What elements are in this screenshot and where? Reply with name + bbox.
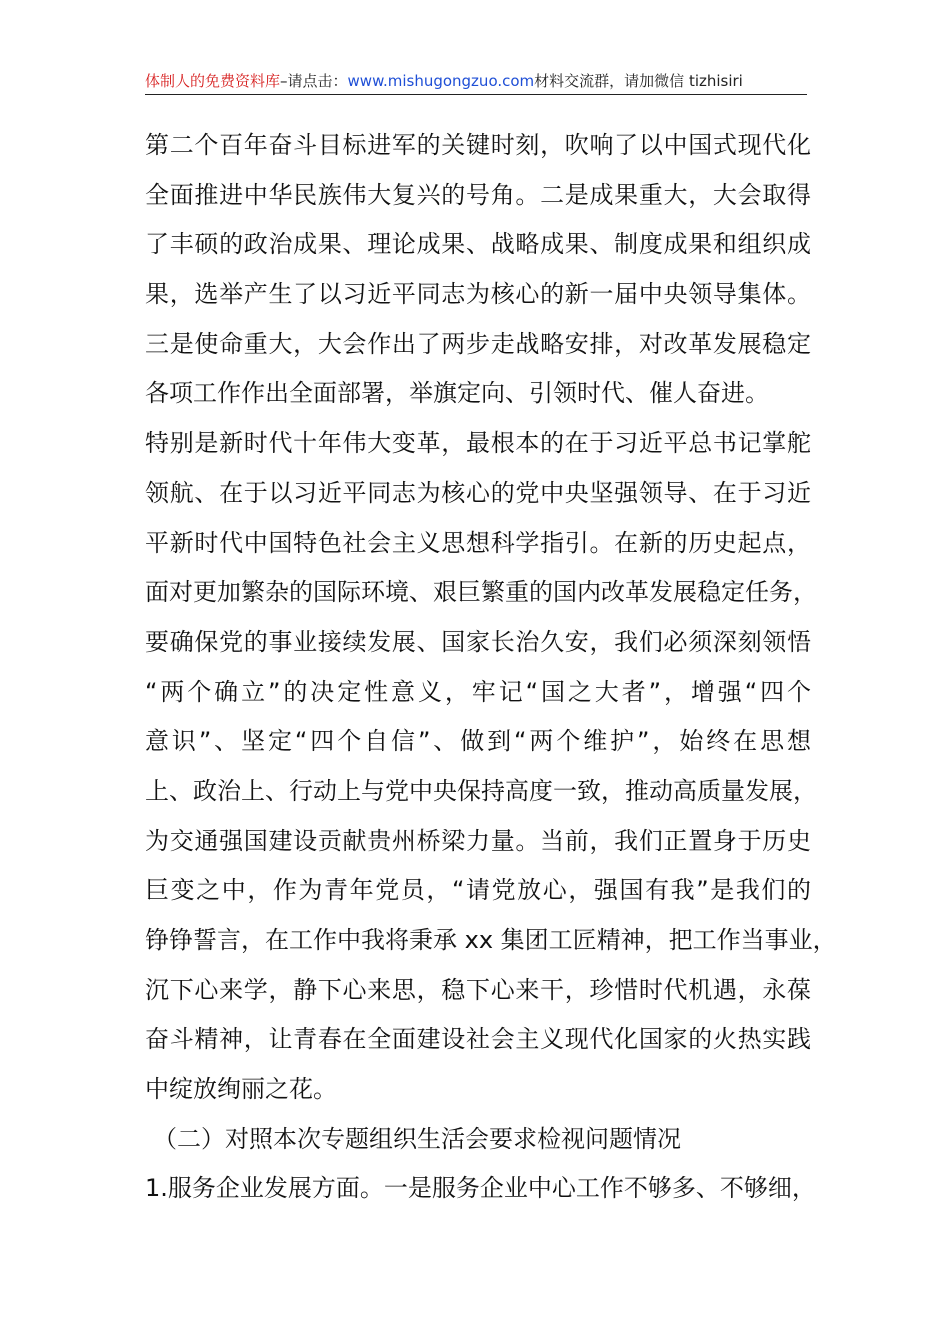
header-url-link[interactable]: www.mishugongzuo.com xyxy=(347,72,535,90)
header-site-name: 体制人的免费资料库 xyxy=(145,72,281,90)
body-line: 领航、在于以习近平同志为核心的党中央坚强领导、在于习近 xyxy=(145,478,811,507)
body-line: 了丰硕的政治成果、理论成果、战略成果、制度成果和组织成 xyxy=(145,230,811,259)
header-prompt: –请点击： xyxy=(280,72,348,90)
section-heading: （二）对照本次专题组织生活会要求检视问题情况 xyxy=(153,1124,681,1153)
body-line: 果，选举产生了以习近平同志为核心的新一届中央领导集体。 xyxy=(145,280,811,309)
body-line: 第二个百年奋斗目标进军的关键时刻，吹响了以中国式现代化 xyxy=(145,131,811,159)
page-header xyxy=(145,68,807,94)
body-line: 铮铮誓言，在工作中我将秉承 xx 集团工匠精神，把工作当事业， xyxy=(145,926,837,954)
body-line: 上、政治上、行动上与党中央保持高度一致，推动高质量发展， xyxy=(145,776,817,805)
body-line: “两个确立”的决定性意义，牢记“国之大者”，增强“四个 xyxy=(145,677,811,706)
body-line: 巨变之中，作为青年党员，“请党放心，强国有我”是我们的 xyxy=(145,876,811,905)
header-contact: 材料交流群，请加微信 tizhisiri xyxy=(534,72,743,90)
body-line: 奋斗精神，让青春在全面建设社会主义现代化国家的火热实践 xyxy=(145,1025,811,1054)
body-line: 意识”、坚定“四个自信”、做到“两个维护”，始终在思想 xyxy=(145,727,811,756)
body-line: 三是使命重大，大会作出了两步走战略安排，对改革发展稳定 xyxy=(145,329,811,358)
document-body xyxy=(145,121,837,1214)
body-line: 各项工作作出全面部署，举旗定向、引领时代、催人奋进。 xyxy=(145,379,769,408)
body-line: 为交通强国建设贡献贵州桥梁力量。当前，我们正置身于历史 xyxy=(145,826,811,855)
header-divider xyxy=(145,94,807,95)
body-line: 要确保党的事业接续发展、国家长治久安，我们必须深刻领悟 xyxy=(145,627,811,656)
body-line: 沉下心来学，静下心来思，稳下心来干，珍惜时代机遇，永葆 xyxy=(145,975,811,1004)
body-line: 中绽放绚丽之花。 xyxy=(145,1075,337,1104)
body-line: 面对更加繁杂的国际环境、艰巨繁重的国内改革发展稳定任务， xyxy=(145,578,817,607)
body-line: 特别是新时代十年伟大变革，最根本的在于习近平总书记掌舵 xyxy=(145,429,811,458)
body-line: 1.服务企业发展方面。一是服务企业中心工作不够多、不够细， xyxy=(145,1174,816,1203)
body-line: 平新时代中国特色社会主义思想科学指引。在新的历史起点， xyxy=(145,528,811,557)
body-line: 全面推进中华民族伟大复兴的号角。二是成果重大，大会取得 xyxy=(145,180,811,209)
